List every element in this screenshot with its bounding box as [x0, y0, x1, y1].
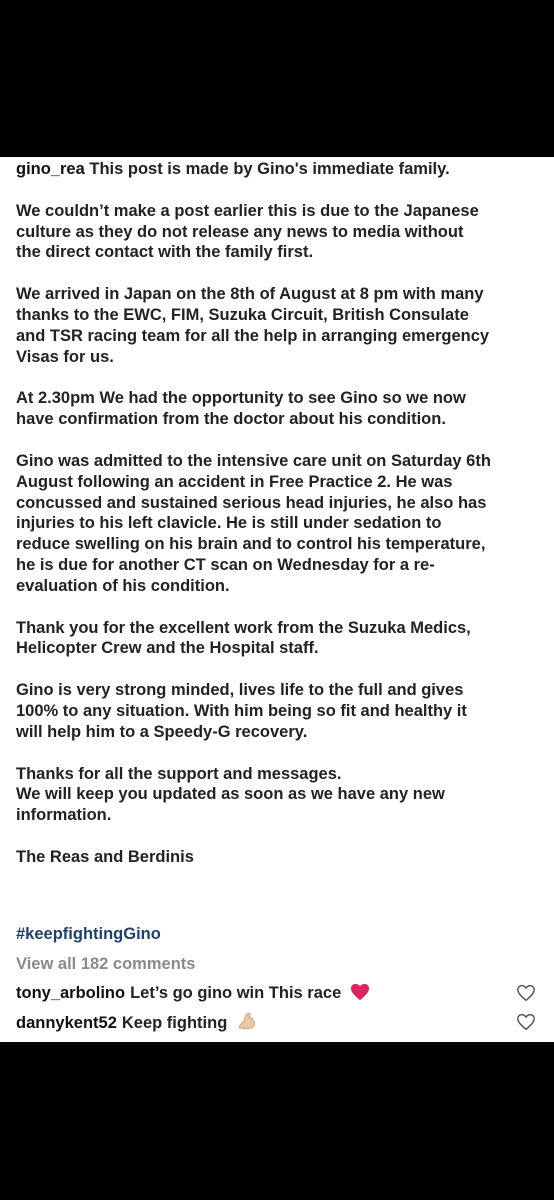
- caption-paragraph: We arrived in Japan on the 8th of August at 8 pm with many thanks to the EWC, FIM, Suzuka Circuit, British Consulate and TSR racing team for all the help in arranging emergency Visas for us.: [16, 285, 490, 366]
- caption-paragraph: Thanks for all the support and messages. We will keep you updated as soon as we have any new information.: [16, 764, 445, 825]
- comment-username[interactable]: dannykent52: [16, 1014, 117, 1032]
- like-heart-icon[interactable]: [516, 1013, 536, 1031]
- hashtag-link[interactable]: #keepfightingGino: [16, 925, 161, 943]
- caption-paragraph: We couldn’t make a post earlier this is due to the Japanese culture as they do not release any news to media without the direct contact with the family first.: [16, 201, 479, 262]
- comment-username[interactable]: tony_arbolino: [16, 984, 126, 1002]
- post-caption: [16, 159, 542, 889]
- comment-text: Let’s go gino win This race: [130, 984, 342, 1002]
- caption-signature: The Reas and Berdinis: [16, 847, 194, 866]
- comment-row: [16, 1011, 542, 1035]
- comment-text: Keep fighting: [121, 1014, 228, 1032]
- post-username[interactable]: gino_rea: [16, 160, 85, 178]
- post-card: [0, 157, 554, 1042]
- caption-intro: [16, 159, 542, 180]
- like-heart-icon[interactable]: [516, 984, 536, 1002]
- comment-row: [16, 982, 542, 1006]
- red-heart-icon: [350, 983, 370, 1007]
- view-all-comments-link[interactable]: View all 182 comments: [16, 955, 196, 973]
- caption-paragraph: At 2.30pm We had the opportunity to see Gino so we now have confirmation from the doctor about his condition.: [16, 389, 466, 429]
- caption-paragraph: Gino is very strong minded, lives life to the full and gives 100% to any situation. With him being so fit and healthy it will help him to a Speedy-G recovery.: [16, 681, 467, 741]
- intro-text: This post is made by Gino's immediate family.: [89, 160, 450, 178]
- caption-paragraph: Thank you for the excellent work from the Suzuka Medics, Helicopter Crew and the Hospital staff.: [16, 618, 471, 658]
- caption-paragraph: Gino was admitted to the intensive care unit on Saturday 6th August following an accident in Free Practice 2. He was concussed and sustained serious head injuries, he also has injuries to his left clavicle. He is still under sedation to reduce swelling on his brain and to control his temperature, he is due for another CT scan on Wednesday for a re- evaluation of his condition.: [16, 451, 491, 595]
- flexed-biceps-icon: [236, 1011, 258, 1037]
